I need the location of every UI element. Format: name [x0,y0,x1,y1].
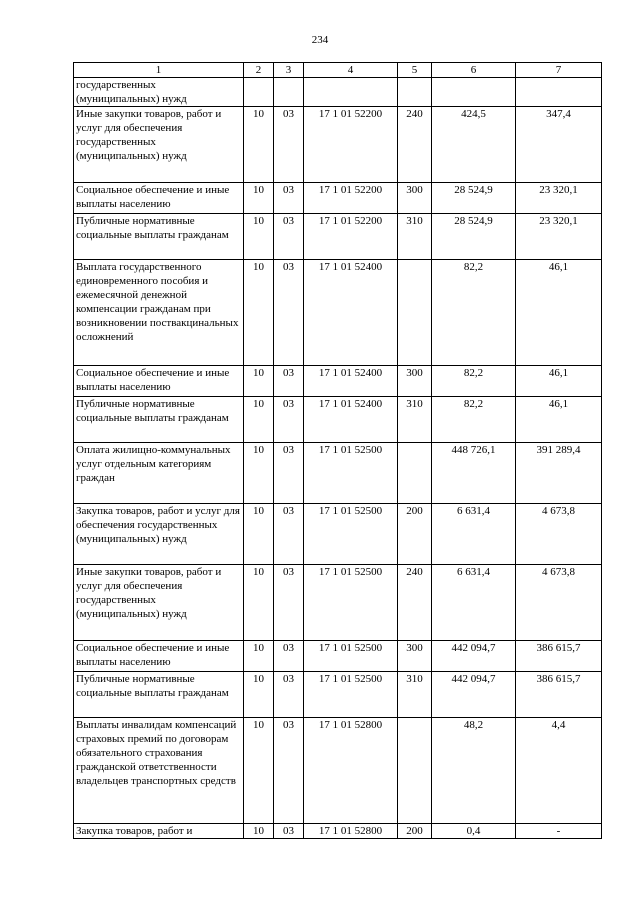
table-row [74,565,602,641]
row-subsection: 03 [274,443,304,504]
row-section: 10 [244,504,274,565]
column-header: 1 [74,63,244,78]
row-subsection: 03 [274,641,304,672]
row-expense-type: 300 [398,641,432,672]
table-row [74,672,602,718]
row-section: 10 [244,366,274,397]
row-expense-type: 310 [398,214,432,260]
row-target-code: 17 1 01 52400 [304,397,398,443]
row-section: 10 [244,397,274,443]
row-amount-1: 424,5 [432,107,516,183]
row-amount-2 [516,78,602,107]
row-amount-2: 4,4 [516,718,602,824]
row-expense-type [398,260,432,366]
table-row [74,107,602,183]
row-name: Выплата государственного единовременного пособия и ежемесячной денежной компенсации гражданам при возникновении поствакцинальных осложнений [74,260,244,366]
row-amount-2: 347,4 [516,107,602,183]
row-subsection: 03 [274,214,304,260]
row-amount-2: 386 615,7 [516,672,602,718]
row-section [244,78,274,107]
table-row [74,366,602,397]
table-row [74,443,602,504]
table-row [74,504,602,565]
row-subsection: 03 [274,260,304,366]
row-amount-1: 448 726,1 [432,443,516,504]
row-amount-2: - [516,824,602,839]
row-subsection: 03 [274,672,304,718]
row-target-code: 17 1 01 52500 [304,565,398,641]
column-header: 7 [516,63,602,78]
row-target-code: 17 1 01 52800 [304,718,398,824]
row-name: Социальное обеспечение и иные выплаты населению [74,641,244,672]
row-expense-type: 200 [398,504,432,565]
row-name: Публичные нормативные социальные выплаты гражданам [74,397,244,443]
row-section: 10 [244,565,274,641]
row-target-code: 17 1 01 52500 [304,504,398,565]
row-amount-2: 4 673,8 [516,504,602,565]
row-subsection: 03 [274,397,304,443]
row-subsection: 03 [274,824,304,839]
row-amount-1: 6 631,4 [432,565,516,641]
row-amount-2: 386 615,7 [516,641,602,672]
row-expense-type: 240 [398,107,432,183]
row-amount-2: 23 320,1 [516,183,602,214]
row-amount-1: 6 631,4 [432,504,516,565]
row-name: Публичные нормативные социальные выплаты гражданам [74,214,244,260]
table-row [74,397,602,443]
header-row [74,63,602,78]
table-row [74,824,602,839]
row-expense-type [398,718,432,824]
row-amount-1: 28 524,9 [432,183,516,214]
row-subsection: 03 [274,107,304,183]
row-name: Закупка товаров, работ и [74,824,244,839]
table-row [74,183,602,214]
row-amount-2: 391 289,4 [516,443,602,504]
row-name: государственных (муниципальных) нужд [74,78,244,107]
row-section: 10 [244,824,274,839]
row-target-code: 17 1 01 52500 [304,672,398,718]
row-name: Социальное обеспечение и иные выплаты населению [74,366,244,397]
row-target-code: 17 1 01 52400 [304,260,398,366]
row-subsection: 03 [274,183,304,214]
row-amount-1 [432,78,516,107]
row-name: Социальное обеспечение и иные выплаты населению [74,183,244,214]
row-expense-type: 240 [398,565,432,641]
row-expense-type: 310 [398,397,432,443]
row-amount-2: 46,1 [516,366,602,397]
row-section: 10 [244,260,274,366]
row-amount-2: 46,1 [516,397,602,443]
row-target-code: 17 1 01 52500 [304,443,398,504]
row-amount-1: 82,2 [432,366,516,397]
row-section: 10 [244,107,274,183]
row-expense-type [398,78,432,107]
table-row [74,641,602,672]
row-section: 10 [244,443,274,504]
row-name: Публичные нормативные социальные выплаты гражданам [74,672,244,718]
row-target-code: 17 1 01 52200 [304,107,398,183]
row-amount-1: 82,2 [432,397,516,443]
row-target-code: 17 1 01 52500 [304,641,398,672]
row-section: 10 [244,641,274,672]
row-subsection: 03 [274,504,304,565]
row-amount-1: 28 524,9 [432,214,516,260]
table-row [74,260,602,366]
column-header: 3 [274,63,304,78]
row-name: Иные закупки товаров, работ и услуг для обеспечения государственных (муниципальных) нужд [74,107,244,183]
row-amount-2: 23 320,1 [516,214,602,260]
table-row [74,718,602,824]
column-header: 5 [398,63,432,78]
row-amount-2: 46,1 [516,260,602,366]
column-header: 6 [432,63,516,78]
row-name: Закупка товаров, работ и услуг для обеспечения государственных (муниципальных) нужд [74,504,244,565]
row-name: Выплаты инвалидам компенсаций страховых премий по договорам обязательного страхования гражданской ответственности владельцев транспортных средств [74,718,244,824]
row-amount-1: 442 094,7 [432,641,516,672]
row-section: 10 [244,183,274,214]
row-target-code: 17 1 01 52400 [304,366,398,397]
row-expense-type: 300 [398,366,432,397]
row-subsection: 03 [274,366,304,397]
row-amount-2: 4 673,8 [516,565,602,641]
row-subsection [274,78,304,107]
row-target-code: 17 1 01 52200 [304,183,398,214]
row-target-code [304,78,398,107]
column-header: 4 [304,63,398,78]
table-row [74,78,602,107]
row-name: Оплата жилищно-коммунальных услуг отдельным категориям граждан [74,443,244,504]
row-amount-1: 442 094,7 [432,672,516,718]
row-expense-type: 310 [398,672,432,718]
row-section: 10 [244,214,274,260]
row-expense-type [398,443,432,504]
budget-table [73,62,602,839]
row-amount-1: 48,2 [432,718,516,824]
row-amount-1: 82,2 [432,260,516,366]
table-row [74,214,602,260]
row-section: 10 [244,718,274,824]
row-target-code: 17 1 01 52200 [304,214,398,260]
page-number: 234 [311,34,329,46]
row-amount-1: 0,4 [432,824,516,839]
row-subsection: 03 [274,718,304,824]
row-subsection: 03 [274,565,304,641]
row-target-code: 17 1 01 52800 [304,824,398,839]
row-expense-type: 300 [398,183,432,214]
row-expense-type: 200 [398,824,432,839]
column-header: 2 [244,63,274,78]
row-name: Иные закупки товаров, работ и услуг для обеспечения государственных (муниципальных) нужд [74,565,244,641]
row-section: 10 [244,672,274,718]
